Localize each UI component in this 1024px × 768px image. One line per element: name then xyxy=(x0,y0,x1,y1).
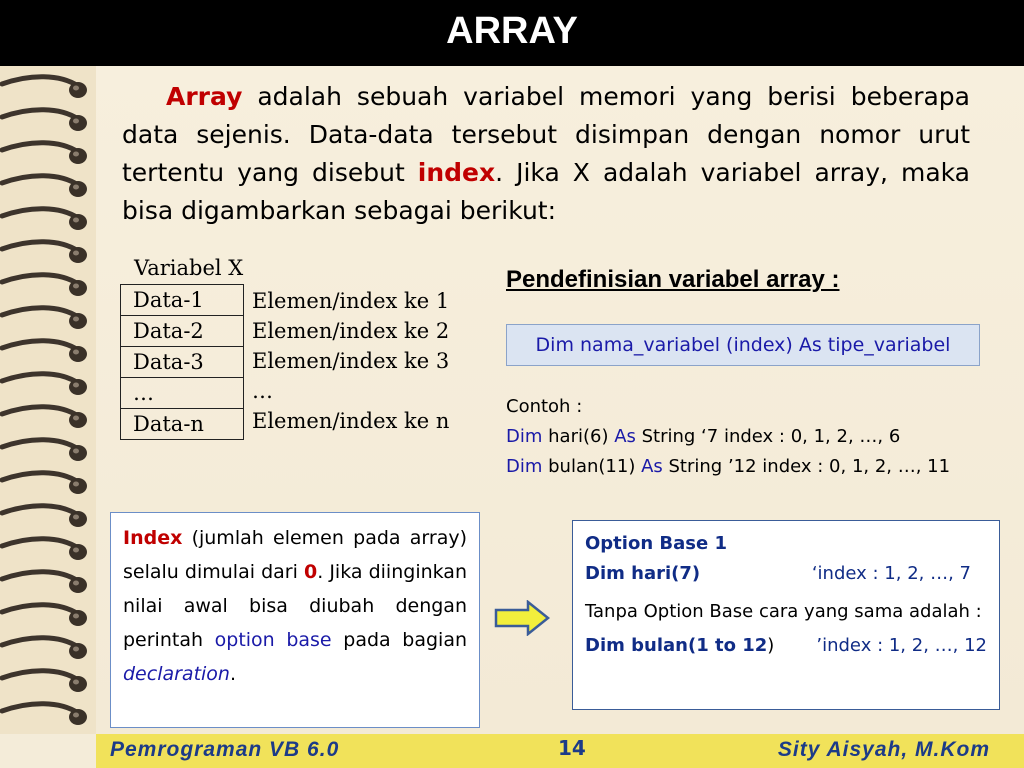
binding-ring-icon xyxy=(2,77,87,98)
example-code: String ‘7 index : 0, 1, 2, …, 6 xyxy=(635,426,901,447)
example-line-2 xyxy=(506,452,950,482)
element-label: Elemen/index ke 2 xyxy=(252,319,450,343)
intro-paragraph xyxy=(122,78,970,230)
dim-keyword: Dim xyxy=(506,426,543,447)
note-text: (jumlah elemen pada array) selalu dimulai dari xyxy=(123,527,467,583)
element-label: … xyxy=(252,379,273,403)
binding-ring-icon xyxy=(2,242,87,263)
index-note-box xyxy=(110,512,480,728)
example-block xyxy=(506,392,950,482)
binding-ring-icon xyxy=(2,506,87,527)
title-bar xyxy=(0,0,1024,66)
figure-caption: Variabel X xyxy=(134,256,244,280)
option-base-keyword: option base xyxy=(214,629,332,651)
option-desc: Tanpa Option Base cara yang sama adalah : xyxy=(585,601,982,622)
array-cell: Data-n xyxy=(121,409,244,440)
footer-author: Sity Aisyah, M.Kom xyxy=(777,738,990,761)
example-code: bulan(11) xyxy=(542,456,642,477)
dim-hari-code: Dim hari(7) xyxy=(585,563,701,584)
example-line-1 xyxy=(506,422,950,452)
array-keyword: Array xyxy=(166,82,243,111)
element-label: Elemen/index ke 1 xyxy=(252,289,450,313)
intro-text-2: . Jika X adalah variabel array, maka bisa digambarkan sebagai berikut: xyxy=(122,158,971,225)
binding-ring-icon xyxy=(2,440,87,461)
note-text: . Jika diinginkan nilai awal bisa diubah dengan perintah xyxy=(123,561,467,651)
binding-ring-icon xyxy=(2,143,87,164)
array-cells-table xyxy=(120,284,244,440)
slide-title: ARRAY xyxy=(446,10,578,52)
option-dim-row xyxy=(585,559,987,589)
right-arrow-icon xyxy=(494,600,550,636)
dim-bulan-comment: ’index : 1, 2, …, 12 xyxy=(816,635,987,656)
note-text: . xyxy=(229,663,237,685)
binding-ring-icon xyxy=(2,374,87,395)
binding-ring-icon xyxy=(2,176,87,197)
page-number: 14 xyxy=(558,736,586,760)
binding-ring-icon xyxy=(2,539,87,560)
binding-ring-icon xyxy=(2,473,87,494)
binding-ring-icon xyxy=(2,407,87,428)
element-labels xyxy=(252,286,449,436)
footer-course: Pemrograman VB 6.0 xyxy=(110,738,340,761)
intro-text-1: adalah sebuah variabel memori yang berisi beberapa data sejenis. Data-data tersebut disimpan dengan nomor urut tertentu yang disebut xyxy=(122,82,970,187)
binding-ring-icon xyxy=(2,308,87,329)
as-keyword: As xyxy=(614,426,636,447)
binding-ring-icon xyxy=(2,209,87,230)
binding-ring-icon xyxy=(2,671,87,692)
example-label: Contoh : xyxy=(506,396,583,417)
binding-ring-icon xyxy=(2,110,87,131)
as-keyword: As xyxy=(641,456,663,477)
binding-ring-icon xyxy=(2,704,87,725)
binding-ring-icon xyxy=(2,572,87,593)
element-label: Elemen/index ke n xyxy=(252,409,450,433)
example-code: hari(6) xyxy=(542,426,615,447)
dim-hari-comment: ‘index : 1, 2, …, 7 xyxy=(811,563,971,584)
note-text: pada bagian xyxy=(331,629,468,651)
binding-ring-icon xyxy=(2,638,87,659)
syntax-box: Dim nama_variabel (index) As tipe_variabel xyxy=(506,324,980,366)
binding-ring-icon xyxy=(2,275,87,296)
element-label: Elemen/index ke 3 xyxy=(252,349,450,373)
option-base-line: Option Base 1 xyxy=(585,533,727,554)
index-keyword: Index xyxy=(123,527,183,549)
index-keyword: index xyxy=(417,158,496,187)
binding-ring-icon xyxy=(2,605,87,626)
array-figure xyxy=(120,256,470,456)
notebook-binding xyxy=(0,66,96,734)
dim-keyword: Dim xyxy=(506,456,543,477)
dim-bulan-paren: ) xyxy=(767,635,775,656)
array-cell: Data-1 xyxy=(121,285,244,316)
option-bulan-row xyxy=(585,631,987,661)
dim-bulan-code: Dim bulan(1 to 12 xyxy=(585,635,768,656)
array-cell: … xyxy=(121,378,244,409)
binding-ring-icon xyxy=(2,341,87,362)
declaration-keyword: declaration xyxy=(123,663,230,685)
array-cell: Data-3 xyxy=(121,347,244,378)
definition-heading: Pendefinisian variabel array : xyxy=(506,266,840,293)
array-cell: Data-2 xyxy=(121,316,244,347)
option-base-box xyxy=(572,520,1000,710)
example-code: String ’12 index : 0, 1, 2, …, 11 xyxy=(662,456,951,477)
zero-value: 0 xyxy=(303,561,318,583)
